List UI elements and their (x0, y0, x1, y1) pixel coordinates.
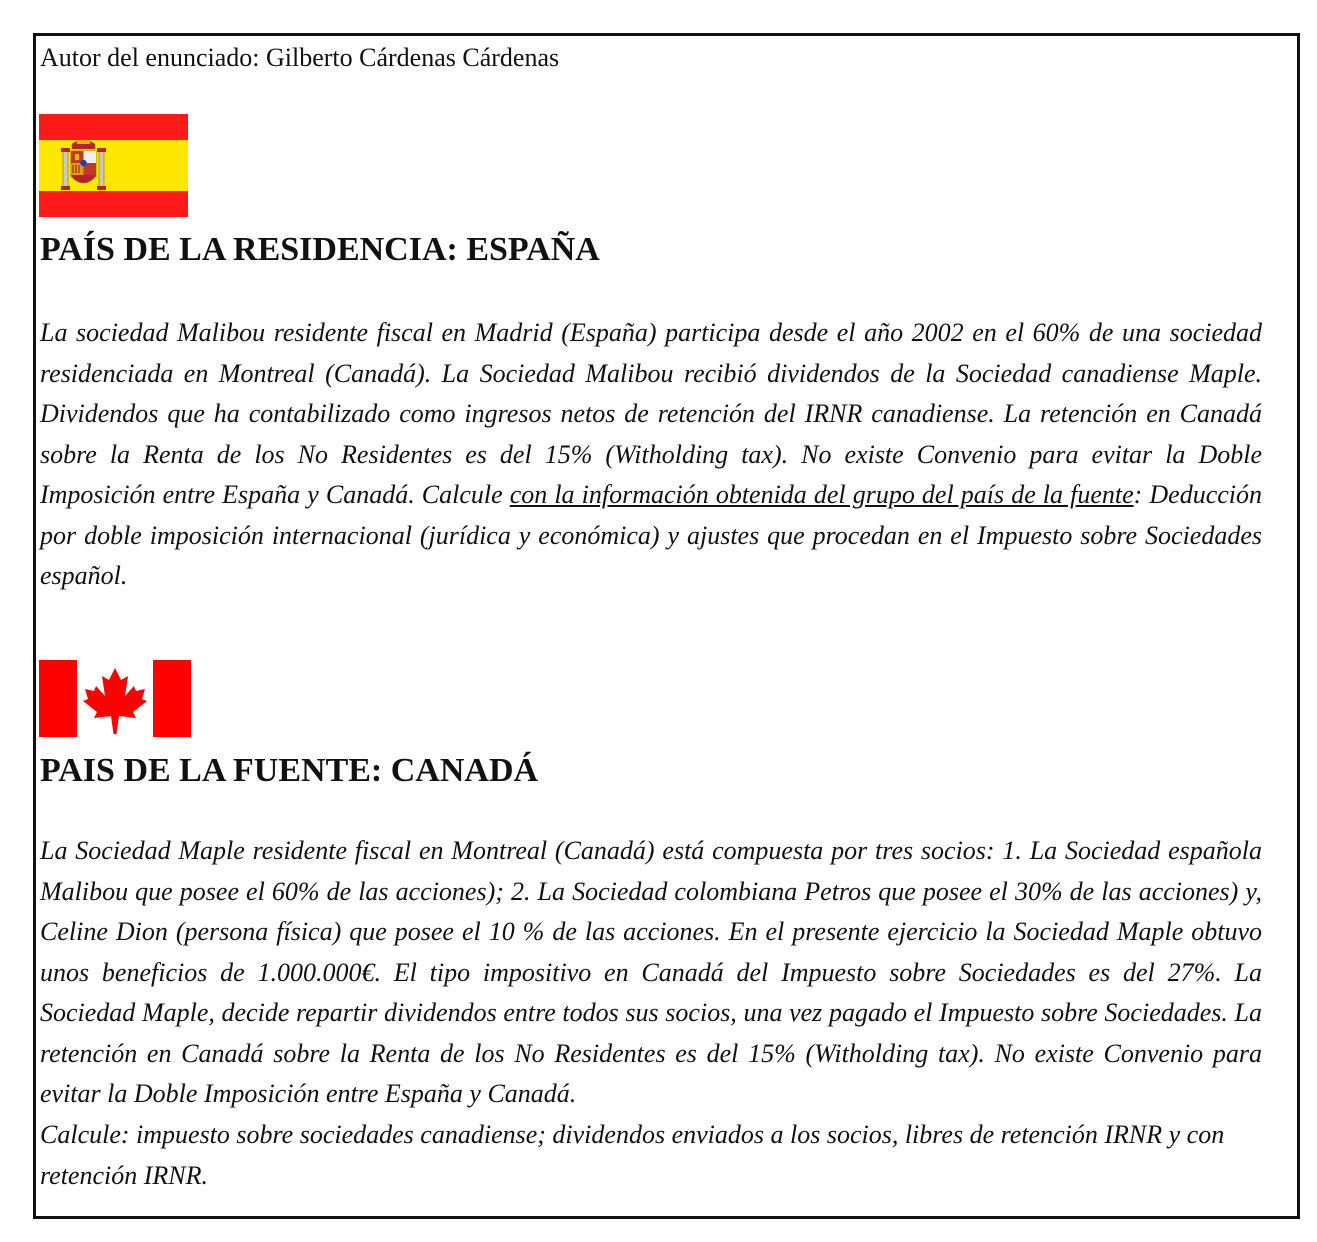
source-paragraph: La Sociedad Maple residente fiscal en Montreal (Canadá) está compuesta por tres socios: 1. La Sociedad española Malibou que posee el 60% de las acciones); 2. La Sociedad colombiana Petros que posee el 30% de las acciones) y, Celine Dion (persona física) que posee el 10 % de las acciones. En el presente ejercicio la Sociedad Maple obtuvo unos beneficios de 1.000.000€. El tipo impositivo en Canadá del Impuesto sobre Sociedades es del 27%. La Sociedad Maple, decide repartir dividendos entre todos sus socios, una vez pagado el Impuesto sobre Sociedades. La retención en Canadá sobre la Renta de los No Residentes es del 15% (Witholding tax). No existe Convenio para evitar la Doble Imposición entre España y Canadá. (40, 836, 1262, 1108)
source-country-heading: PAIS DE LA FUENTE: CANADÁ (40, 752, 539, 789)
canada-flag-icon (39, 660, 191, 737)
residence-paragraph-text-end: : Deducción por doble imposición internacional (jurídica y económica) y ajustes que procedan en el Impuesto sobre Sociedades español. (40, 480, 1262, 590)
source-instruction: Calcule: impuesto sobre sociedades canadiense; dividendos enviados a los socios, libres de retención IRNR y con retención IRNR. (40, 1120, 1225, 1190)
residence-underlined-text: con la información obtenida del grupo del país de la fuente (509, 480, 1134, 509)
residence-country-heading: PAÍS DE LA RESIDENCIA: ESPAÑA (40, 231, 600, 268)
spain-flag-icon (39, 114, 188, 217)
residence-paragraph (40, 313, 1262, 597)
author-line: Autor del enunciado: Gilberto Cárdenas Cárdenas (40, 43, 560, 72)
residence-paragraph-text: La sociedad Malibou residente fiscal en Madrid (España) participa desde el año 2002 en el 60% de una sociedad residenciada en Montreal (Canadá). La Sociedad Malibou recibió dividendos de la Sociedad canadiense Maple. Dividendos que ha contabilizado como ingresos netos de retención del IRNR canadiense. La retención en Canadá sobre la Renta de los No Residentes es del 15% (Witholding tax). No existe Convenio para evitar la Doble Imposición entre España y Canadá. Calcule (40, 318, 1262, 509)
